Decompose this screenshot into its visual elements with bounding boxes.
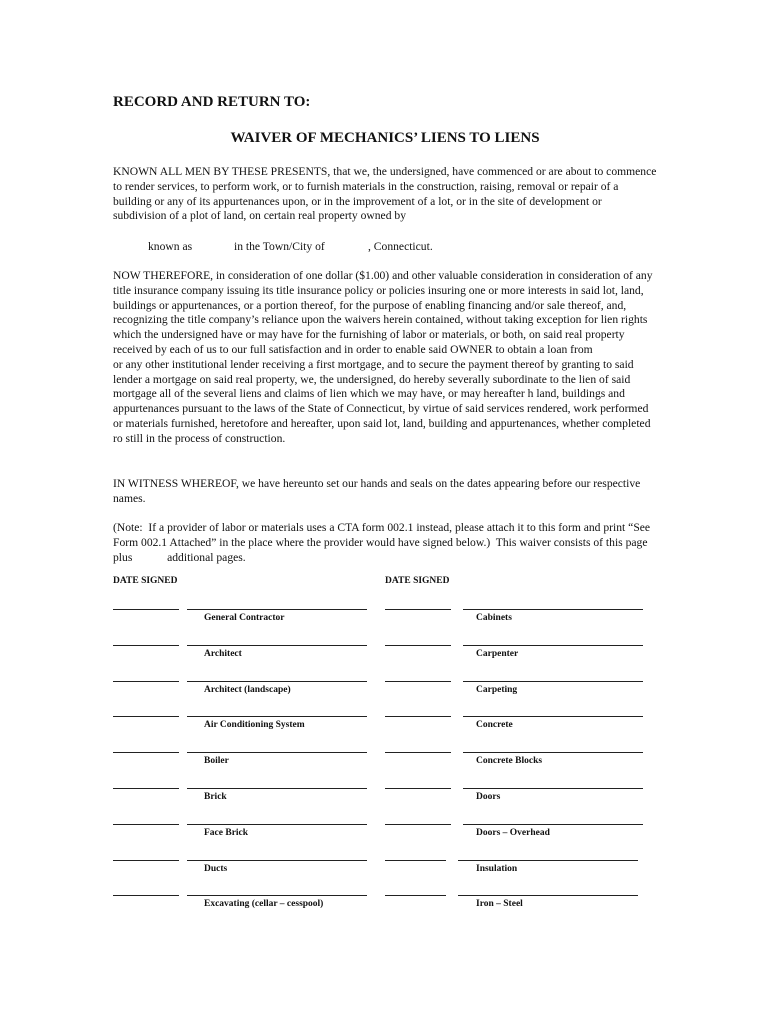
known-all-men-paragraph: KNOWN ALL MEN BY THESE PRESENTS, that we, the undersigned, have commenced or are about to commence to render services, to perform work, or to furnish materials in the construction, raising, removal or repair of a building or any of its appurtenances upon, or in the improvement of a lot, or in the site of development or subdivision of a plot of land, on certain real property owned by — [113, 165, 657, 223]
signature-line[interactable] — [187, 788, 367, 789]
date-signature-line[interactable] — [113, 716, 179, 717]
signature-line[interactable] — [187, 716, 367, 717]
signature-label-left: Architect — [204, 649, 242, 659]
signature-line[interactable] — [458, 895, 638, 896]
signature-label-right: Cabinets — [476, 613, 512, 623]
date-signed-header-right: DATE SIGNED — [385, 576, 450, 586]
record-return-heading: RECORD AND RETURN TO: — [113, 94, 311, 110]
signature-label-right: Carpeting — [476, 685, 518, 695]
date-signature-line[interactable] — [113, 609, 179, 610]
date-signature-line[interactable] — [385, 895, 446, 896]
date-signature-line[interactable] — [385, 609, 451, 610]
date-signature-line[interactable] — [113, 752, 179, 753]
in-witness-paragraph: IN WITNESS WHEREOF, we have hereunto set our hands and seals on the dates appearing before our respective names. — [113, 477, 641, 505]
signature-label-right: Concrete Blocks — [476, 756, 543, 766]
date-signature-line[interactable] — [385, 788, 451, 789]
date-signature-line[interactable] — [113, 895, 179, 896]
date-signature-line[interactable] — [113, 645, 179, 646]
date-signature-line[interactable] — [113, 681, 179, 682]
signature-label-right: Concrete — [476, 720, 513, 730]
signature-label-right: Insulation — [476, 864, 518, 874]
signature-label-left: Architect (landscape) — [204, 685, 291, 695]
signature-line[interactable] — [463, 609, 643, 610]
town-city-label: in the Town/City of — [234, 240, 325, 253]
signature-line[interactable] — [463, 752, 643, 753]
date-signature-line[interactable] — [385, 681, 451, 682]
signature-label-left: Brick — [204, 792, 227, 802]
signature-line[interactable] — [463, 716, 643, 717]
date-signature-line[interactable] — [113, 860, 179, 861]
signature-label-left: General Contractor — [204, 613, 285, 623]
date-signature-line[interactable] — [385, 716, 451, 717]
date-signature-line[interactable] — [385, 752, 451, 753]
signature-label-left: Air Conditioning System — [204, 720, 305, 730]
signature-label-right: Carpenter — [476, 649, 519, 659]
signature-label-right: Iron – Steel — [476, 899, 523, 909]
known-as-label: known as — [148, 240, 193, 253]
note-paragraph: (Note: If a provider of labor or materials uses a CTA form 002.1 instead, please attach it to this form and print “See Form 002.1 Attached” in the place where the provider would have signed below.) This waiver consists of this page plus additional pages. — [113, 521, 653, 564]
signature-line[interactable] — [187, 752, 367, 753]
signature-line[interactable] — [458, 860, 638, 861]
date-signature-line[interactable] — [385, 860, 446, 861]
signature-label-left: Boiler — [204, 756, 229, 766]
document-title: WAIVER OF MECHANICS’ LIENS TO LIENS — [230, 130, 540, 146]
date-signature-line[interactable] — [113, 788, 179, 789]
signature-label-right: Doors – Overhead — [476, 828, 550, 838]
signature-line[interactable] — [187, 824, 367, 825]
date-signature-line[interactable] — [385, 824, 451, 825]
signature-line[interactable] — [187, 645, 367, 646]
signature-line[interactable] — [187, 609, 367, 610]
signature-label-left: Ducts — [204, 864, 228, 874]
signature-line[interactable] — [463, 645, 643, 646]
signature-label-left: Face Brick — [204, 828, 249, 838]
signature-label-right: Doors — [476, 792, 501, 802]
signature-line[interactable] — [187, 681, 367, 682]
connecticut-label: , Connecticut. — [368, 240, 433, 253]
now-therefore-paragraph: NOW THEREFORE, in consideration of one dollar ($1.00) and other valuable consideration in consideration of any title insurance company issuing its title insurance policy or policies insuring one or more interests in said lot, land, buildings or appurtenances, or a portion thereof, for the purpose of enabling financing and/or sale thereof, and, recognizing the title company’s reliance upon the waivers herein contained, without taking exception for lien rights which the undersigned have or may have for the furnishing of labor or materials, or both, on said real property received by each of us to our full satisfaction and in order to enable said OWNER to obtain a loan from or any other institutional lender receiving a first mortgage, and to secure the payment thereof by granting to said lender a mortgage on said real property, we, the undersigned, do hereby severally subordinate to the lien of said mortgage all of the several liens and claims of lien which we may have, or may hereafter h land, buildings and appurtenances pursuant to the laws of the State of Connecticut, by virtue of said services rendered, work performed or materials furnished, heretofore and hereafter, upon said lot, land, building and appurtenances, whether completed ro still in the process of construction. — [113, 269, 656, 445]
signature-line[interactable] — [187, 895, 367, 896]
signature-line[interactable] — [187, 860, 367, 861]
date-signed-header-left: DATE SIGNED — [113, 576, 178, 586]
signature-line[interactable] — [463, 788, 643, 789]
signature-label-left: Excavating (cellar – cesspool) — [204, 899, 324, 909]
signature-line[interactable] — [463, 824, 643, 825]
date-signature-line[interactable] — [385, 645, 451, 646]
signature-line[interactable] — [463, 681, 643, 682]
date-signature-line[interactable] — [113, 824, 179, 825]
